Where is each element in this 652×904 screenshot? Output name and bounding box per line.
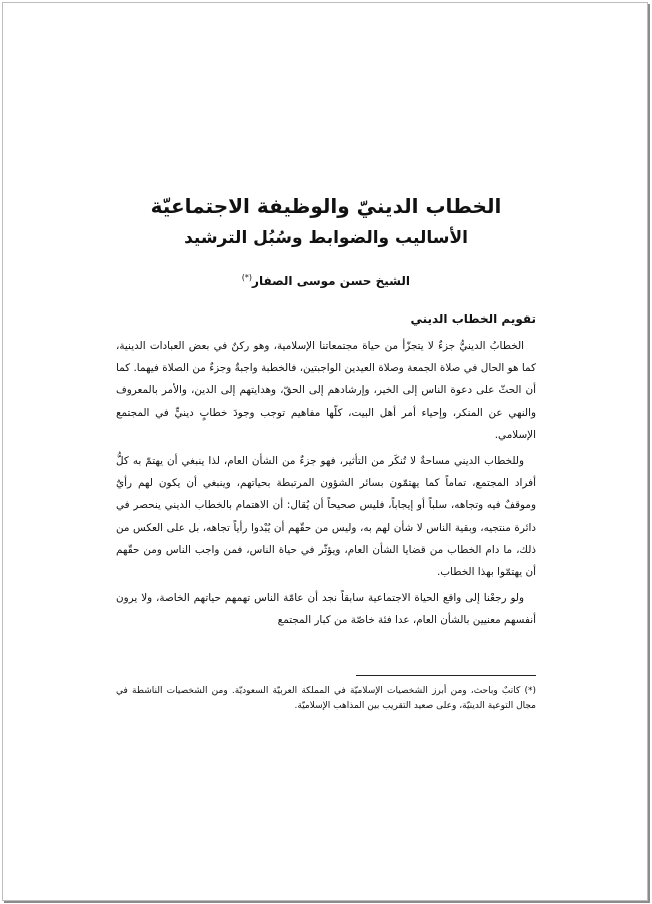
paragraph: وللخطاب الديني مساحةٌ لا تُنكَر من التأثير، فهو جزءٌ من الشأن العام، لذا ينبغي أن يهتمّ به كلُّ أفراد المجتمع، تماماً كما يهتمّون بسائر الشؤون المرتبطة بحياتهم، وينبغي أن يكون لهم رأيٌ وموقفٌ فيه وتجاهه، سلباً أو إيجاباً، فليس صحيحاً أن يُقال: أن الاهتمام بالخطاب الديني ينحصر في دائرة منتجيه، وبقية الناس لا شأن لهم به، وليس من حقّهم أن يُبْدوا رأياً تجاهه، بل على العكس من ذلك، ما دام الخطاب من قضايا الشأن العام، ويؤثّر في حياة الناس، فمن واجب الناس ومن حقّهم أن يهتمّوا بهذا الخطاب. [116,455,536,579]
section-heading: تقويم الخطاب الديني [410,312,536,326]
author-line [116,268,536,291]
article-subtitle: الأساليب والضوابط وسُبُل الترشيد [184,228,468,248]
footnote: (*) كاتبٌ وباحث، ومن أبرز الشخصيات الإسلاميّة في المملكة العربيّة السعوديّة. ومن الشخصيات الناشطة في مجال التوعية الدينيّة، وعلى صعيد التقريب بين المذاهب الإسلاميّة. [116,686,536,711]
author-name: الشيخ حسن موسى الصفار [252,274,410,288]
author-footnote-mark: (*) [241,273,253,282]
article-body [116,190,536,632]
footnote-divider [356,675,536,676]
paragraph: ولو رجعْنا إلى واقع الحياة الاجتماعية سابقاً نجد أن عامّة الناس تهمهم حياتهم الخاصة، ولا يرون أنفسهم معنيين بالشأن العام، عدا فئة خاصّة من كبار المجتمع [116,592,536,627]
article-title: الخطاب الدينيّ والوظيفة الاجتماعيّة [150,194,502,218]
paragraph: الخطابُ الدينيُّ جزءٌ لا يتجزّأ من حياة مجتمعاتنا الإسلامية، وهو ركنٌ في بعض العبادات الدينية، كما هو الحال في صلاة الجمعة وصلاة العيدين الواجبتين، فالخطبة واجبةٌ وجزءٌ من الصلاة فيهما. كما أن الحثّ على دعوة الناس إلى الخير، وإرشادهم إلى الحقّ، وهدايتهم إلى الدين، والأمر بالمعروف والنهي عن المنكر، وإحياء أمر أهل البيت، كلّها مفاهيم توجب وجودَ خطابٍ دينيٍّ في المجتمع الإسلامي. [116,340,536,441]
